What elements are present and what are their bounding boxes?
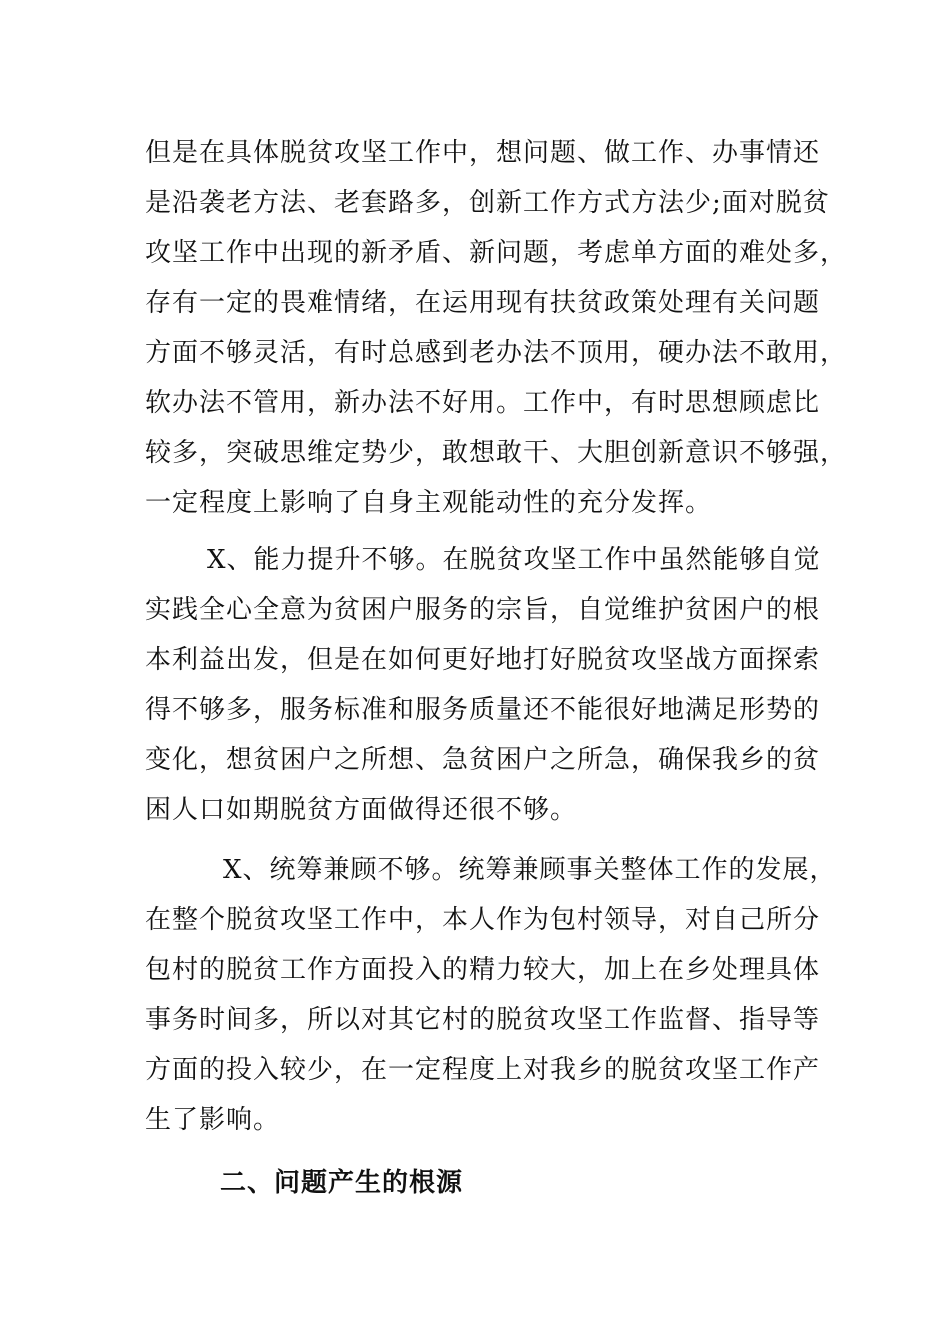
paragraph-line: 困人口如期脱贫方面做得还很不够。 [145,795,578,825]
paragraph-line: 是沿袭老方法、老套路多，创新工作方式方法少;面对脱贫 [145,188,830,218]
paragraph-line: 实践全心全意为贫困户服务的宗旨，自觉维护贫困户的根 [145,595,821,625]
paragraph-ability-improvement [145,535,821,835]
paragraph-shortcomings-methods [145,128,848,528]
paragraph-line: 在整个脱贫攻坚工作中，本人作为包村领导，对自己所分 [145,905,821,935]
paragraph-line: 但是在具体脱贫攻坚工作中，想问题、做工作、办事情还 [145,138,821,168]
paragraph-line: 存有一定的畏难情绪，在运用现有扶贫政策处理有关问题 [145,288,821,318]
paragraph-line: 事务时间多，所以对其它村的脱贫攻坚工作监督、指导等 [145,1005,821,1035]
paragraph-line: 攻坚工作中出现的新矛盾、新问题，考虑单方面的难处多， [145,238,848,268]
paragraph-line: X、能力提升不够。在脱贫攻坚工作中虽然能够自觉 [207,545,821,575]
paragraph-line: 较多，突破思维定势少，敢想敢干、大胆创新意识不够强， [145,438,848,468]
paragraph-line: 方面不够灵活，有时总感到老办法不顶用，硬办法不敢用， [145,338,848,368]
paragraph-line: 一定程度上影响了自身主观能动性的充分发挥。 [145,488,713,518]
paragraph-line: 生了影响。 [145,1105,281,1135]
paragraph-line: 得不够多，服务标准和服务质量还不能很好地满足形势的 [145,695,821,725]
paragraph-line: 软办法不管用，新办法不好用。工作中，有时思想顾虑比 [145,388,821,418]
section-heading: 二、问题产生的根源 [220,1168,464,1198]
paragraph-line: 包村的脱贫工作方面投入的精力较大，加上在乡处理具体 [145,955,821,985]
paragraph-overall-planning [145,845,837,1145]
paragraph-line: 变化，想贫困户之所想、急贫困户之所急，确保我乡的贫 [145,745,821,775]
paragraph-line: X、统筹兼顾不够。统筹兼顾事关整体工作的发展， [223,855,837,885]
paragraph-line: 方面的投入较少，在一定程度上对我乡的脱贫攻坚工作产 [145,1055,821,1085]
paragraph-line: 本利益出发，但是在如何更好地打好脱贫攻坚战方面探索 [145,645,821,675]
